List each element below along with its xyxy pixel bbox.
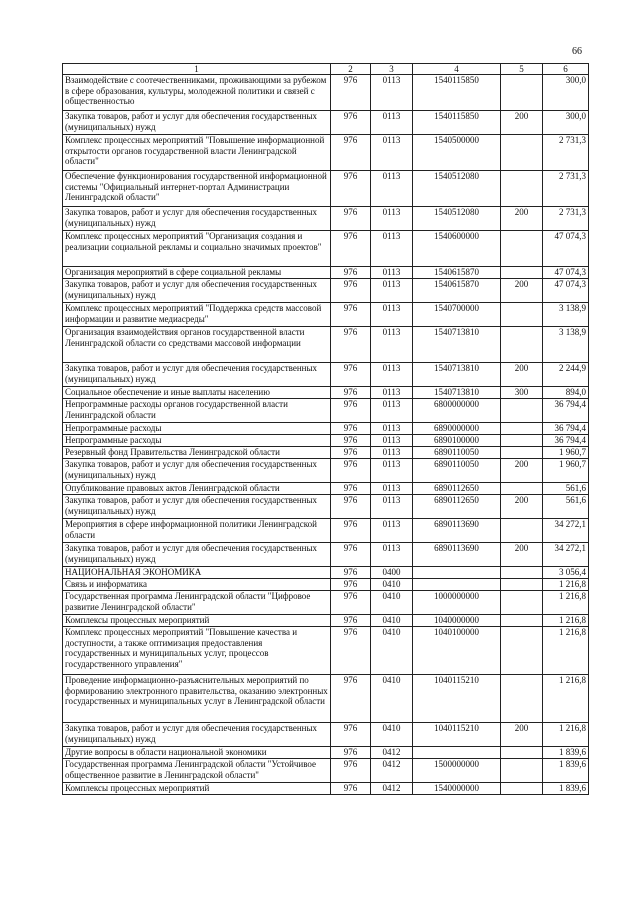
row-label: Закупка товаров, работ и услуг для обеспечения государственных (муниципальных) нужд (63, 723, 331, 747)
row-cell-c3: 0410 (371, 615, 413, 627)
row-cell-c6: 2 731,3 (543, 207, 589, 231)
row-cell-c4: 1040000000 (413, 615, 501, 627)
row-cell-c2: 976 (331, 615, 371, 627)
table-row (63, 519, 589, 543)
table-row (63, 399, 589, 423)
row-label: НАЦИОНАЛЬНАЯ ЭКОНОМИКА (63, 567, 331, 579)
row-cell-c6: 3 138,9 (543, 303, 589, 327)
row-cell-c2: 976 (331, 423, 371, 435)
row-cell-c4: 1540713810 (413, 327, 501, 363)
table-row (63, 627, 589, 675)
row-cell-c4: 1000000000 (413, 591, 501, 615)
table-row (63, 435, 589, 447)
row-cell-c2: 976 (331, 231, 371, 267)
row-cell-c6: 1 839,6 (543, 783, 589, 795)
column-header: 5 (501, 64, 543, 75)
row-label: Закупка товаров, работ и услуг для обеспечения государственных (муниципальных) нужд (63, 543, 331, 567)
row-cell-c4: 1540615870 (413, 267, 501, 279)
row-cell-c3: 0410 (371, 627, 413, 675)
row-label: Закупка товаров, работ и услуг для обеспечения государственных (муниципальных) нужд (63, 459, 331, 483)
row-cell-c6: 1 216,8 (543, 579, 589, 591)
row-cell-c6: 34 272,1 (543, 519, 589, 543)
table-row (63, 231, 589, 267)
row-cell-c6: 1 960,7 (543, 447, 589, 459)
row-cell-c2: 976 (331, 783, 371, 795)
row-cell-c2: 976 (331, 363, 371, 387)
row-cell-c4: 6890000000 (413, 423, 501, 435)
row-cell-c2: 976 (331, 135, 371, 171)
column-header: 4 (413, 64, 501, 75)
table-row (63, 75, 589, 111)
row-cell-c3: 0113 (371, 231, 413, 267)
row-label: Комплексы процессных мероприятий (63, 783, 331, 795)
table-header-row (63, 64, 589, 75)
row-cell-c6: 1 216,8 (543, 615, 589, 627)
row-cell-c2: 976 (331, 459, 371, 483)
row-cell-c6: 300,0 (543, 75, 589, 111)
row-cell-c4 (413, 747, 501, 759)
table-row (63, 567, 589, 579)
row-cell-c5 (501, 435, 543, 447)
row-cell-c6: 1 839,6 (543, 747, 589, 759)
row-cell-c2: 976 (331, 723, 371, 747)
row-cell-c3: 0113 (371, 495, 413, 519)
row-cell-c4: 6890112650 (413, 495, 501, 519)
table-row (63, 579, 589, 591)
table-row (63, 675, 589, 723)
row-label: Непрограммные расходы органов государственной власти Ленинградской области (63, 399, 331, 423)
row-label: Комплексы процессных мероприятий (63, 615, 331, 627)
row-cell-c3: 0113 (371, 327, 413, 363)
row-cell-c2: 976 (331, 387, 371, 399)
row-cell-c3: 0113 (371, 303, 413, 327)
row-cell-c4: 6890113690 (413, 519, 501, 543)
row-label: Взаимодействие с соотечественниками, проживающими за рубежом в сфере образования, культуры, молодежной политики и связей с общественностью (63, 75, 331, 111)
row-label: Комплекс процессных мероприятий "Повышение информационной открытости органов государственной власти Ленинградской области" (63, 135, 331, 171)
row-cell-c6: 300,0 (543, 111, 589, 135)
row-cell-c5 (501, 267, 543, 279)
row-cell-c3: 0113 (371, 207, 413, 231)
row-cell-c5 (501, 447, 543, 459)
row-cell-c5 (501, 675, 543, 723)
table-row (63, 483, 589, 495)
table-row (63, 447, 589, 459)
row-cell-c5: 300 (501, 387, 543, 399)
row-cell-c3: 0113 (371, 267, 413, 279)
row-cell-c4: 1040115210 (413, 723, 501, 747)
row-cell-c3: 0113 (371, 447, 413, 459)
row-cell-c3: 0113 (371, 519, 413, 543)
row-cell-c5: 200 (501, 363, 543, 387)
row-cell-c4: 1540700000 (413, 303, 501, 327)
row-cell-c4: 1540115850 (413, 75, 501, 111)
row-label: Опубликование правовых актов Ленинградской области (63, 483, 331, 495)
row-cell-c5 (501, 567, 543, 579)
row-cell-c6: 47 074,3 (543, 279, 589, 303)
row-cell-c5: 200 (501, 543, 543, 567)
row-cell-c4: 1540600000 (413, 231, 501, 267)
row-cell-c2: 976 (331, 591, 371, 615)
row-cell-c6: 1 216,8 (543, 675, 589, 723)
row-label: Комплекс процессных мероприятий "Поддержка средств массовой информации и развитие медиасреды" (63, 303, 331, 327)
table-row (63, 783, 589, 795)
row-cell-c3: 0113 (371, 387, 413, 399)
row-cell-c6: 1 216,8 (543, 723, 589, 747)
row-cell-c5 (501, 231, 543, 267)
row-cell-c2: 976 (331, 495, 371, 519)
row-cell-c5 (501, 519, 543, 543)
table-row (63, 279, 589, 303)
row-cell-c3: 0113 (371, 171, 413, 207)
row-cell-c6: 3 138,9 (543, 327, 589, 363)
row-cell-c4: 1540713810 (413, 387, 501, 399)
row-cell-c6: 36 794,4 (543, 399, 589, 423)
row-cell-c2: 976 (331, 435, 371, 447)
row-label: Резервный фонд Правительства Ленинградской области (63, 447, 331, 459)
row-cell-c5 (501, 591, 543, 615)
budget-table (62, 63, 589, 795)
row-cell-c2: 976 (331, 327, 371, 363)
row-label: Государственная программа Ленинградской области "Устойчивое общественное развитие в Ленинградской области" (63, 759, 331, 783)
row-cell-c5 (501, 75, 543, 111)
row-cell-c2: 976 (331, 483, 371, 495)
row-cell-c2: 976 (331, 171, 371, 207)
row-label: Другие вопросы в области национальной экономики (63, 747, 331, 759)
row-cell-c5: 200 (501, 207, 543, 231)
table-row (63, 207, 589, 231)
row-cell-c5 (501, 579, 543, 591)
row-cell-c2: 976 (331, 519, 371, 543)
row-cell-c2: 976 (331, 75, 371, 111)
table-row (63, 267, 589, 279)
table-row (63, 615, 589, 627)
row-cell-c2: 976 (331, 579, 371, 591)
row-cell-c2: 976 (331, 207, 371, 231)
table-row (63, 459, 589, 483)
row-cell-c4: 6890100000 (413, 435, 501, 447)
row-cell-c6: 36 794,4 (543, 423, 589, 435)
table-row (63, 759, 589, 783)
row-cell-c5 (501, 399, 543, 423)
table-row (63, 423, 589, 435)
table-row (63, 747, 589, 759)
table-row (63, 495, 589, 519)
row-cell-c6: 894,0 (543, 387, 589, 399)
row-label: Закупка товаров, работ и услуг для обеспечения государственных (муниципальных) нужд (63, 111, 331, 135)
row-cell-c2: 976 (331, 279, 371, 303)
column-header: 6 (543, 64, 589, 75)
row-cell-c5 (501, 783, 543, 795)
row-cell-c6: 561,6 (543, 483, 589, 495)
row-cell-c4: 1540713810 (413, 363, 501, 387)
row-label: Закупка товаров, работ и услуг для обеспечения государственных (муниципальных) нужд (63, 363, 331, 387)
row-label: Комплекс процессных мероприятий "Организация создания и реализации социальной рекламы и социально значимых проектов" (63, 231, 331, 267)
row-cell-c3: 0113 (371, 543, 413, 567)
row-cell-c6: 36 794,4 (543, 435, 589, 447)
row-cell-c6: 2 244,9 (543, 363, 589, 387)
row-cell-c3: 0410 (371, 591, 413, 615)
row-cell-c2: 976 (331, 627, 371, 675)
row-cell-c3: 0113 (371, 483, 413, 495)
row-cell-c4: 1040115210 (413, 675, 501, 723)
row-cell-c6: 1 216,8 (543, 627, 589, 675)
column-header: 2 (331, 64, 371, 75)
row-cell-c5: 200 (501, 495, 543, 519)
table-row (63, 303, 589, 327)
row-cell-c4: 1540115850 (413, 111, 501, 135)
row-cell-c4: 6890110050 (413, 459, 501, 483)
row-cell-c5 (501, 615, 543, 627)
row-cell-c3: 0113 (371, 111, 413, 135)
row-cell-c6: 2 731,3 (543, 171, 589, 207)
row-cell-c3: 0113 (371, 135, 413, 171)
row-cell-c6: 561,6 (543, 495, 589, 519)
row-cell-c3: 0113 (371, 423, 413, 435)
row-cell-c5 (501, 135, 543, 171)
row-cell-c2: 976 (331, 267, 371, 279)
row-label: Закупка товаров, работ и услуг для обеспечения государственных (муниципальных) нужд (63, 495, 331, 519)
row-label: Закупка товаров, работ и услуг для обеспечения государственных (муниципальных) нужд (63, 279, 331, 303)
row-cell-c5 (501, 327, 543, 363)
row-cell-c6: 34 272,1 (543, 543, 589, 567)
table-row (63, 387, 589, 399)
row-cell-c4 (413, 567, 501, 579)
row-cell-c3: 0412 (371, 747, 413, 759)
row-cell-c5 (501, 759, 543, 783)
row-cell-c6: 1 216,8 (543, 591, 589, 615)
row-cell-c4: 1540512080 (413, 171, 501, 207)
row-cell-c4: 1540512080 (413, 207, 501, 231)
row-cell-c6: 3 056,4 (543, 567, 589, 579)
row-cell-c3: 0400 (371, 567, 413, 579)
row-cell-c3: 0412 (371, 783, 413, 795)
row-label: Связь и информатика (63, 579, 331, 591)
row-label: Непрограммные расходы (63, 435, 331, 447)
table-row (63, 363, 589, 387)
row-cell-c5 (501, 423, 543, 435)
row-cell-c3: 0113 (371, 399, 413, 423)
row-cell-c2: 976 (331, 759, 371, 783)
table-row (63, 135, 589, 171)
row-cell-c4: 1500000000 (413, 759, 501, 783)
row-cell-c3: 0410 (371, 723, 413, 747)
row-label: Организация мероприятий в сфере социальной рекламы (63, 267, 331, 279)
row-cell-c5: 200 (501, 111, 543, 135)
row-cell-c3: 0113 (371, 435, 413, 447)
table-row (63, 591, 589, 615)
row-cell-c2: 976 (331, 399, 371, 423)
page-number: 66 (572, 46, 582, 57)
row-label: Закупка товаров, работ и услуг для обеспечения государственных (муниципальных) нужд (63, 207, 331, 231)
row-label: Организация взаимодействия органов государственной власти Ленинградской области со средствами массовой информации (63, 327, 331, 363)
row-cell-c2: 976 (331, 747, 371, 759)
row-cell-c4 (413, 579, 501, 591)
row-cell-c4: 6890113690 (413, 543, 501, 567)
row-label: Комплекс процессных мероприятий "Повышение качества и доступности, а также оптимизация предоставления государственных и муниципальных услуг, процессов государственного управления" (63, 627, 331, 675)
row-cell-c4: 6890112650 (413, 483, 501, 495)
row-cell-c5 (501, 627, 543, 675)
column-header: 1 (63, 64, 331, 75)
table-row (63, 327, 589, 363)
row-label: Мероприятия в сфере информационной политики Ленинградской области (63, 519, 331, 543)
row-cell-c5: 200 (501, 459, 543, 483)
row-cell-c3: 0113 (371, 459, 413, 483)
row-cell-c3: 0113 (371, 363, 413, 387)
row-cell-c2: 976 (331, 675, 371, 723)
row-label: Социальное обеспечение и иные выплаты населению (63, 387, 331, 399)
row-cell-c3: 0113 (371, 75, 413, 111)
row-cell-c3: 0412 (371, 759, 413, 783)
row-cell-c6: 47 074,3 (543, 231, 589, 267)
row-cell-c5: 200 (501, 723, 543, 747)
row-cell-c6: 1 839,6 (543, 759, 589, 783)
row-cell-c5: 200 (501, 279, 543, 303)
row-cell-c4: 6890110050 (413, 447, 501, 459)
row-cell-c6: 1 960,7 (543, 459, 589, 483)
row-cell-c2: 976 (331, 111, 371, 135)
row-cell-c2: 976 (331, 567, 371, 579)
row-cell-c6: 47 074,3 (543, 267, 589, 279)
row-cell-c3: 0113 (371, 279, 413, 303)
row-cell-c4: 1540615870 (413, 279, 501, 303)
table-row (63, 171, 589, 207)
row-cell-c5 (501, 171, 543, 207)
row-cell-c2: 976 (331, 543, 371, 567)
row-label: Проведение информационно-разъяснительных мероприятий по формированию электронного правительства, оказанию электронных государственных и муниципальных услуг в Ленинградской области (63, 675, 331, 723)
row-cell-c3: 0410 (371, 579, 413, 591)
table-row (63, 111, 589, 135)
row-cell-c5 (501, 303, 543, 327)
row-cell-c4: 6800000000 (413, 399, 501, 423)
row-cell-c2: 976 (331, 447, 371, 459)
row-cell-c4: 1540500000 (413, 135, 501, 171)
row-cell-c5 (501, 747, 543, 759)
column-header: 3 (371, 64, 413, 75)
row-cell-c3: 0410 (371, 675, 413, 723)
row-label: Непрограммные расходы (63, 423, 331, 435)
row-label: Государственная программа Ленинградской области "Цифровое развитие Ленинградской области" (63, 591, 331, 615)
row-cell-c6: 2 731,3 (543, 135, 589, 171)
table-row (63, 543, 589, 567)
row-label: Обеспечение функционирования государственной информационной системы "Официальный интернет-портал Администрации Ленинградской области" (63, 171, 331, 207)
row-cell-c4: 1040100000 (413, 627, 501, 675)
table-row (63, 723, 589, 747)
row-cell-c5 (501, 483, 543, 495)
row-cell-c2: 976 (331, 303, 371, 327)
row-cell-c4: 1540000000 (413, 783, 501, 795)
